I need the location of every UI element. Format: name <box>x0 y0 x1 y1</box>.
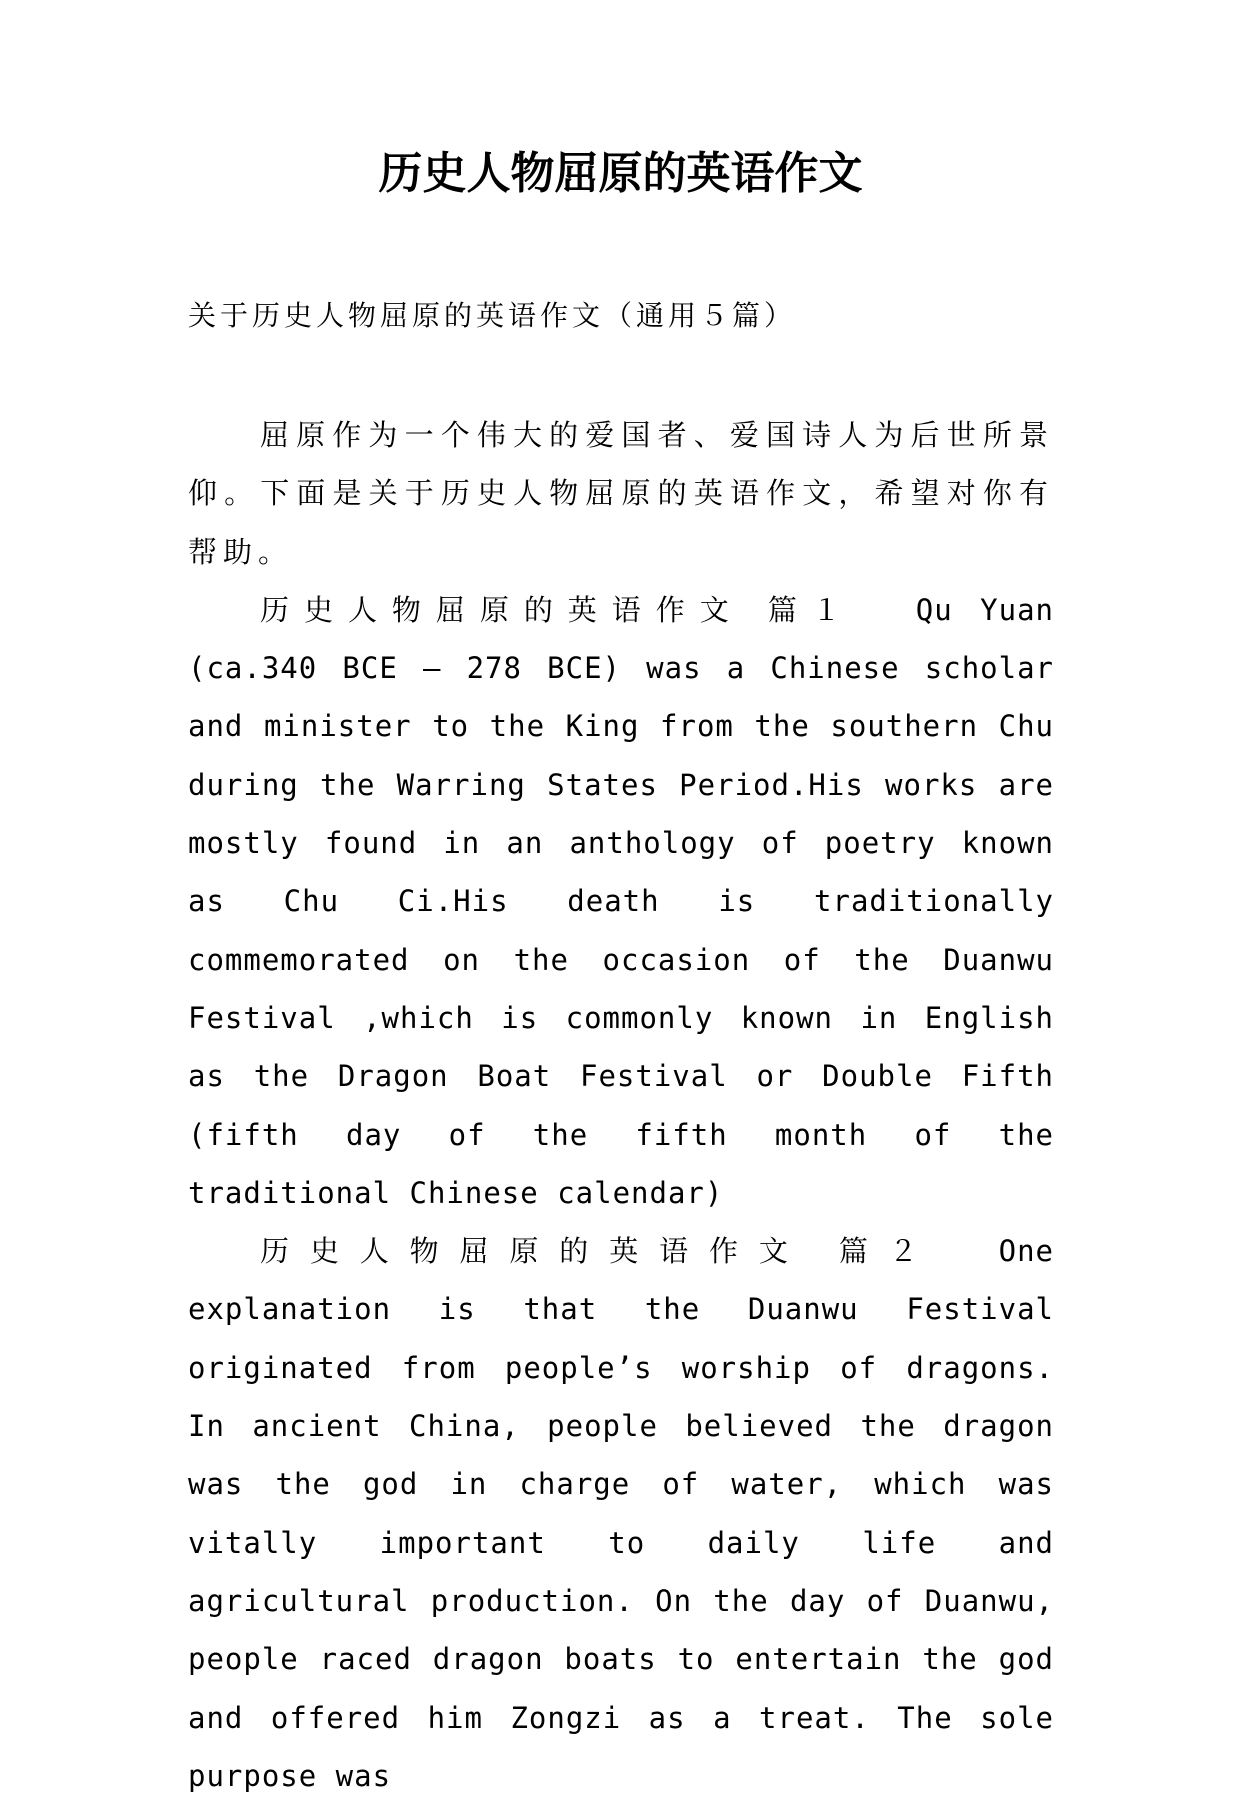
document-body <box>188 406 1054 1805</box>
essay-paragraph-2 <box>188 1222 1054 1805</box>
essay-heading-2: 历史人物屈原的英语作文 篇２ <box>260 1234 939 1269</box>
essay-text-2: One explanation is that the Duanwu Festival originated from people’s worship of dragons. In ancient China, people believed the dragon was the god in charge of water, which was vitally important to daily life and agricultural production. On the day of Duanwu, people raced dragon boats to entertain the god and offered him Zongzi as a treat. The sole purpose was <box>188 1234 1054 1793</box>
essay-heading-1: 历史人物屈原的英语作文 篇１ <box>260 592 856 627</box>
document-subtitle: 关于历史人物屈原的英语作文（通用５篇） <box>188 299 797 332</box>
intro-paragraph: 屈原作为一个伟大的爱国者、爱国诗人为后世所景仰。下面是关于历史人物屈原的英语作文，希望对你有帮助。 <box>188 418 1054 569</box>
essay-text-1: Qu Yuan (ca.340 BCE – 278 BCE) was a Chinese scholar and minister to the King from the southern Chu during the Warring States Period.His works are mostly found in an anthology of poetry known as Chu Ci.His death is traditionally commemorated on the occasion of the Duanwu Festival ,which is commonly known in English as the Dragon Boat Festival or Double Fifth (fifth day of the fifth month of the traditional Chinese calendar) <box>188 592 1054 1210</box>
document-title: 历史人物屈原的英语作文 <box>378 148 863 199</box>
essay-paragraph-1 <box>188 581 1054 1222</box>
